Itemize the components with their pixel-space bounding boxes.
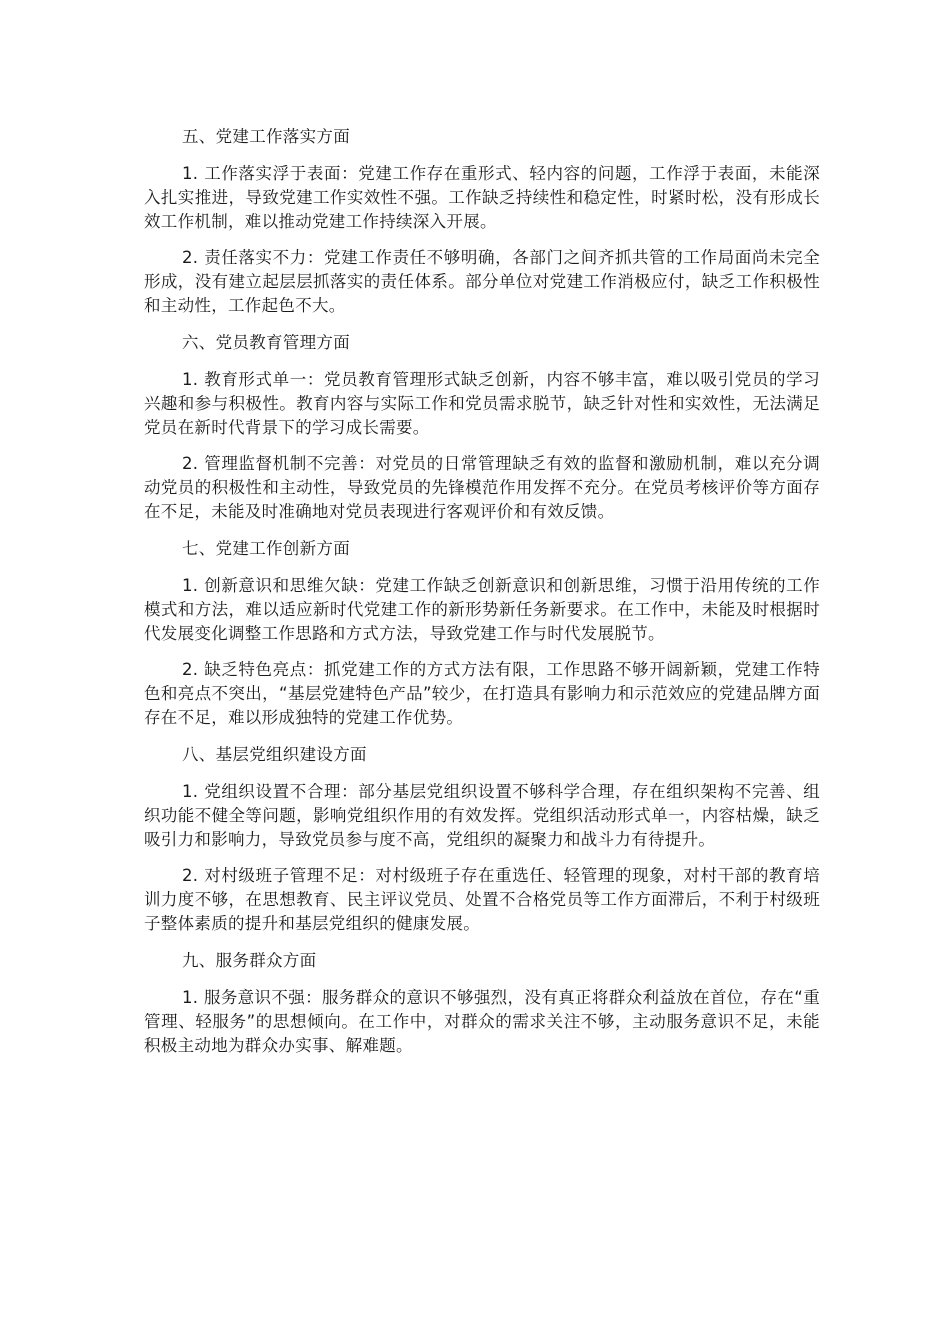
section-heading-5: 五、党建工作落实方面 xyxy=(182,127,350,146)
paragraph: 2. 责任落实不力：党建工作责任不够明确，各部门之间齐抓共管的工作局面尚未完全形成，没有建立起层层抓落实的责任体系。部分单位对党建工作消极应付，缺乏工作积极性和主动性，工作起色不大。 xyxy=(144,248,820,315)
paragraph: 1. 工作落实浮于表面：党建工作存在重形式、轻内容的问题，工作浮于表面，未能深入扎实推进，导致党建工作实效性不强。工作缺乏持续性和稳定性，时紧时松，没有形成长效工作机制，难以推动党建工作持续深入开展。 xyxy=(144,164,820,231)
paragraph: 1. 创新意识和思维欠缺：党建工作缺乏创新意识和创新思维，习惯于沿用传统的工作模式和方法，难以适应新时代党建工作的新形势新任务新要求。在工作中，未能及时根据时代发展变化调整工作思路和方式方法，导致党建工作与时代发展脱节。 xyxy=(144,576,820,643)
paragraph: 1. 党组织设置不合理：部分基层党组织设置不够科学合理，存在组织架构不完善、组织功能不健全等问题，影响党组织作用的有效发挥。党组织活动形式单一，内容枯燥，缺乏吸引力和影响力，导致党员参与度不高，党组织的凝聚力和战斗力有待提升。 xyxy=(144,782,820,849)
section-heading-9: 九、服务群众方面 xyxy=(182,951,317,970)
section-heading-6: 六、党员教育管理方面 xyxy=(182,333,350,352)
paragraph: 2. 管理监督机制不完善：对党员的日常管理缺乏有效的监督和激励机制，难以充分调动党员的积极性和主动性，导致党员的先锋模范作用发挥不充分。在党员考核评价等方面存在不足，未能及时准确地对党员表现进行客观评价和有效反馈。 xyxy=(144,454,820,521)
paragraph: 1. 服务意识不强：服务群众的意识不够强烈，没有真正将群众利益放在首位，存在“重管理、轻服务”的思想倾向。在工作中，对群众的需求关注不够，主动服务意识不足，未能积极主动地为群众办实事、解难题。 xyxy=(144,988,820,1055)
section-heading-8: 八、基层党组织建设方面 xyxy=(182,745,367,764)
document-body xyxy=(144,124,820,1070)
paragraph: 2. 对村级班子管理不足：对村级班子存在重选任、轻管理的现象，对村干部的教育培训力度不够，在思想教育、民主评议党员、处置不合格党员等工作方面滞后，不利于村级班子整体素质的提升和基层党组织的健康发展。 xyxy=(144,866,820,933)
paragraph: 1. 教育形式单一：党员教育管理形式缺乏创新，内容不够丰富，难以吸引党员的学习兴趣和参与积极性。教育内容与实际工作和党员需求脱节，缺乏针对性和实效性，无法满足党员在新时代背景下的学习成长需要。 xyxy=(144,370,820,437)
section-heading-7: 七、党建工作创新方面 xyxy=(182,539,350,558)
paragraph: 2. 缺乏特色亮点：抓党建工作的方式方法有限，工作思路不够开阔新颖，党建工作特色和亮点不突出，“基层党建特色产品”较少，在打造具有影响力和示范效应的党建品牌方面存在不足，难以形成独特的党建工作优势。 xyxy=(144,660,820,727)
